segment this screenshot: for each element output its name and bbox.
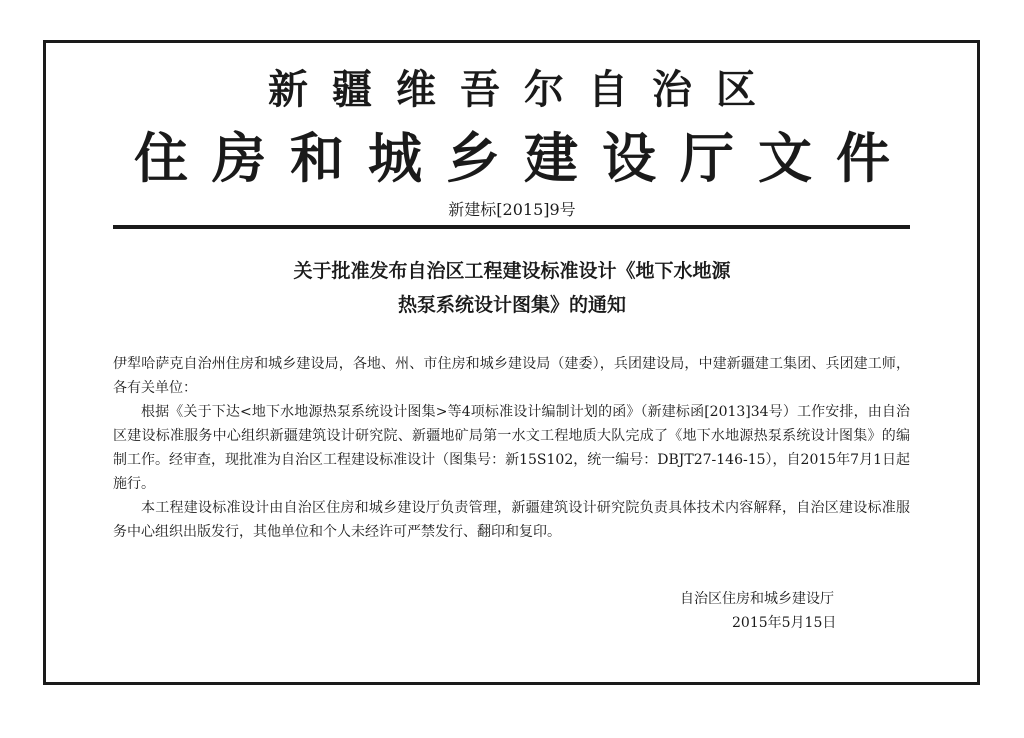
signing-date: 2015年5月15日 (732, 615, 837, 631)
notice-title-line-1: 关于批准发布自治区工程建设标准设计《地下水地源 (293, 260, 731, 282)
signing-organization: 自治区住房和城乡建设厅 (680, 591, 834, 607)
document-number: 新建标[2015]9号 (448, 200, 576, 219)
header-divider (113, 225, 910, 229)
notice-title (0, 254, 1024, 322)
notice-title-line-2: 热泵系统设计图集》的通知 (397, 294, 626, 316)
addressees: 伊犁哈萨克自治州住房和城乡建设局，各地、州、市住房和城乡建设局（建委），兵团建设局，中建新疆建工集团、兵团建工师，各有关单位： (113, 356, 910, 396)
document-type-heading: 住房和城乡建设厅文件 (134, 127, 914, 190)
body-paragraph-2: 本工程建设标准设计由自治区住房和城乡建设厅负责管理，新疆建筑设计研究院负责具体技术内容解释，自治区建设标准服务中心组织出版发行，其他单位和个人未经许可严禁发行、翻印和复印。 (113, 500, 910, 540)
issuer-name: 新疆维吾尔自治区 (268, 67, 780, 113)
body-paragraph-1: 根据《关于下达<地下水地源热泵系统设计图集>等4项标准设计编制计划的函》（新建标函[2013]34号）工作安排，由自治区建设标准服务中心组织新疆建筑设计研究院、新疆地矿局第一水文工程地质大队完成了《地下水地源热泵系统设计图集》的编制工作。经审查，现批准为自治区工程建设标准设计（图集号：新15S102，统一编号：DBJT27-146-15），自2015年7月1日起施行。 (113, 404, 910, 492)
signature-block (620, 587, 890, 635)
notice-body (113, 352, 910, 544)
